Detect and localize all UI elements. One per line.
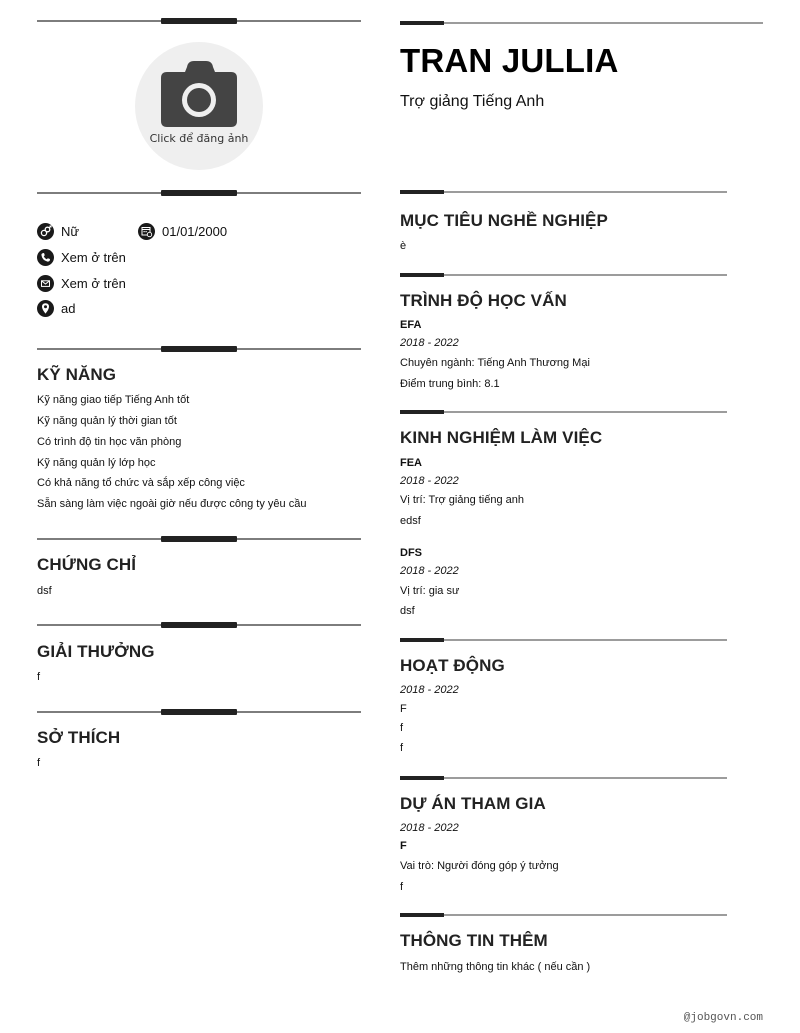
activities-line: f xyxy=(400,722,404,734)
skill-item: Kỹ năng quản lý lớp học xyxy=(37,457,156,469)
phone-icon xyxy=(37,249,54,266)
address-value: ad xyxy=(61,301,76,316)
objective-text: è xyxy=(400,240,407,252)
avatar-upload[interactable] xyxy=(135,42,263,170)
projects-description: f xyxy=(400,881,404,893)
email-icon xyxy=(37,275,54,292)
experience-period: 2018 - 2022 xyxy=(400,475,459,487)
divider xyxy=(37,536,361,542)
phone-row xyxy=(37,249,126,266)
experience-period: 2018 - 2022 xyxy=(400,565,459,577)
divider xyxy=(400,21,763,25)
candidate-role: Trợ giảng Tiếng Anh xyxy=(400,93,545,110)
gender-row xyxy=(37,223,79,240)
activities-heading: HOẠT ĐỘNG xyxy=(400,656,505,675)
divider xyxy=(400,776,727,780)
birthday-row xyxy=(138,223,227,240)
education-heading: TRÌNH ĐỘ HỌC VẤN xyxy=(400,291,567,310)
divider xyxy=(400,638,727,642)
divider xyxy=(400,913,727,917)
phone-value: Xem ở trên xyxy=(61,250,126,265)
hobbies-text: f xyxy=(37,757,41,769)
calendar-icon xyxy=(138,223,155,240)
divider xyxy=(37,18,361,24)
divider xyxy=(400,410,727,414)
experience-position: Vị trí: gia sư xyxy=(400,585,460,597)
email-value: Xem ở trên xyxy=(61,276,126,291)
additional-text: Thêm những thông tin khác ( nếu cần ) xyxy=(400,961,591,973)
certificates-heading: CHỨNG CHỈ xyxy=(37,555,137,574)
email-row xyxy=(37,275,126,292)
awards-text: f xyxy=(37,671,41,683)
experience-heading: KINH NGHIỆM LÀM VIỆC xyxy=(400,428,603,447)
candidate-name: TRAN JULLIA xyxy=(400,42,619,79)
hobbies-heading: SỞ THÍCH xyxy=(37,728,121,747)
experience-description: dsf xyxy=(400,605,415,617)
avatar-upload-label: Click để đăng ảnh xyxy=(149,132,249,145)
skill-item: Kỹ năng quản lý thời gian tốt xyxy=(37,415,177,427)
projects-name: F xyxy=(400,840,407,852)
divider xyxy=(37,622,361,628)
education-major: Chuyên ngành: Tiếng Anh Thương Mại xyxy=(400,357,590,369)
skills-heading: KỸ NĂNG xyxy=(37,365,117,384)
gender-value: Nữ xyxy=(61,224,80,239)
additional-heading: THÔNG TIN THÊM xyxy=(400,931,548,950)
activities-period: 2018 - 2022 xyxy=(400,684,459,696)
camera-icon xyxy=(161,61,237,127)
address-row xyxy=(37,300,75,317)
education-school: EFA xyxy=(400,319,422,331)
awards-heading: GIẢI THƯỞNG xyxy=(37,642,155,661)
education-gpa: Điểm trung bình: 8.1 xyxy=(400,378,500,390)
skill-item: Kỹ năng giao tiếp Tiếng Anh tốt xyxy=(37,394,190,406)
projects-heading: DỰ ÁN THAM GIA xyxy=(400,794,546,813)
education-period: 2018 - 2022 xyxy=(400,337,459,349)
divider xyxy=(37,346,361,352)
divider xyxy=(400,273,727,277)
projects-period: 2018 - 2022 xyxy=(400,822,459,834)
skill-item: Có trình độ tin học văn phòng xyxy=(37,436,182,448)
activities-line: f xyxy=(400,742,404,754)
experience-position: Vị trí: Trợ giảng tiếng anh xyxy=(400,494,525,506)
divider xyxy=(37,709,361,715)
birthday-value: 01/01/2000 xyxy=(162,224,228,239)
objective-heading: MỤC TIÊU NGHỀ NGHIỆP xyxy=(400,211,608,230)
activities-line: F xyxy=(400,703,407,715)
watermark: @jobgovn.com xyxy=(683,1012,763,1024)
certificates-text: dsf xyxy=(37,585,52,597)
gender-icon xyxy=(37,223,54,240)
experience-company: DFS xyxy=(400,547,422,559)
experience-company: FEA xyxy=(400,457,422,469)
divider xyxy=(37,190,361,196)
location-pin-icon xyxy=(37,300,54,317)
skill-item: Có khả năng tổ chức và sắp xếp công việc xyxy=(37,477,245,489)
experience-description: edsf xyxy=(400,515,421,527)
divider xyxy=(400,190,727,194)
skill-item: Sẵn sàng làm việc ngoài giờ nếu được công ty yêu cầu xyxy=(37,498,307,510)
projects-role: Vai trò: Người đóng góp ý tưởng xyxy=(400,860,559,872)
